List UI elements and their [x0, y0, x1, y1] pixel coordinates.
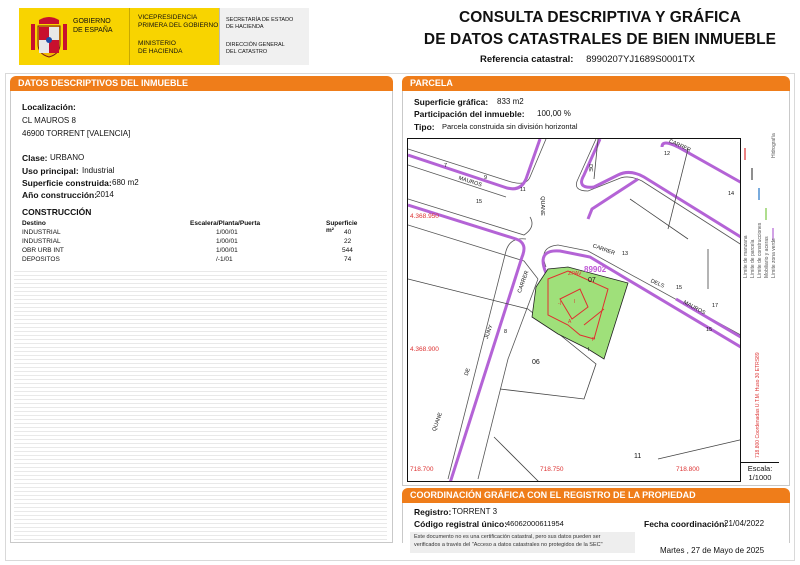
parcel-number: 11 [520, 187, 526, 193]
secretaria-line: DE HACIENDA [226, 24, 264, 30]
parcel-number: 8 [504, 329, 508, 335]
legend-item: Límite de parcela [750, 239, 756, 278]
direccion-line: DEL CATASTRO [226, 49, 268, 55]
parcel-ref-label: 89902 [584, 265, 607, 274]
legend-item: Límite de manzana [743, 235, 749, 278]
table-row [22, 256, 367, 264]
map-scale [740, 462, 779, 482]
cell-planta: 1/00/01 [216, 238, 238, 245]
secretaria-text [226, 17, 293, 31]
ref-label: Referencia catastral: [480, 54, 574, 65]
clase-label-text: Clase: [22, 153, 48, 163]
address-line-2: 46900 TORRENT [VALENCIA] [22, 129, 131, 138]
cell-superficie: 22 [344, 238, 352, 245]
table-header-destino: Destino [22, 220, 46, 227]
ministerio-line: MINISTERIO [138, 40, 176, 47]
cell-destino: OBR URB INT [22, 247, 64, 254]
parcel-number: 17 [712, 303, 719, 309]
table-row [22, 229, 367, 237]
gobierno-line: GOBIERNO [73, 18, 111, 25]
table-header-planta: Escalera/Planta/Puerta [190, 220, 261, 227]
building-mark: I [574, 299, 576, 305]
ministry-panel [129, 8, 219, 65]
participacion-label: Participación del inmueble: [414, 109, 525, 119]
construccion-title: CONSTRUCCIÓN [22, 207, 92, 217]
sup-grafica-value: 833 m2 [497, 97, 524, 106]
cadastral-map[interactable] [407, 133, 779, 482]
zpav-label: ZPAV [568, 271, 582, 277]
codigo-value: 46062000611954 [506, 519, 564, 528]
ministerio-text [138, 40, 182, 56]
localizacion-label: Localización: [22, 102, 76, 112]
tipo-label: Tipo: [414, 122, 435, 132]
registro-label: Registro: [414, 507, 452, 517]
cell-superficie: 544 [342, 247, 353, 254]
map-legend [740, 133, 779, 462]
participacion-value: 100,00 % [537, 109, 571, 118]
parcel-number: 13 [622, 251, 629, 257]
document-date: Martes , 27 de Mayo de 2025 [660, 546, 765, 555]
referencia-catastral [480, 54, 695, 65]
vice-line: VICEPRESIDENCIA [138, 14, 198, 21]
legend-item: Hidrografía [771, 133, 777, 158]
cell-destino: INDUSTRIAL [22, 238, 61, 245]
street-name: CARRER [667, 138, 692, 154]
street-name: DE [463, 367, 472, 377]
cell-planta: /-1/01 [216, 256, 233, 263]
fecha-value: 21/04/2022 [724, 519, 765, 528]
cell-destino: DEPOSITOS [22, 256, 60, 263]
coord-label: 718.700 [410, 466, 434, 473]
parcel-number-07: 07 [588, 277, 596, 284]
building-mark: P [592, 337, 596, 343]
table-header-superficie: Superficie m² [326, 220, 358, 234]
address-line-1: CL MAUROS 8 [22, 116, 76, 125]
clase-value: URBANO [50, 153, 85, 162]
parcel-number-11: 11 [634, 453, 642, 460]
coord-label: 718.800 [676, 466, 700, 473]
parcel-number: 14 [728, 191, 735, 197]
parcel-number-06: 06 [532, 359, 540, 366]
secretaria-line: SECRETARÍA DE ESTADO [226, 17, 294, 23]
street-name: MAUROS [682, 299, 707, 317]
map-canvas [408, 133, 779, 482]
gobierno-line: DE ESPAÑA [73, 26, 113, 34]
coord-label: 4.368.950 [410, 213, 439, 220]
cell-destino: INDUSTRIAL [22, 229, 61, 236]
street-name: DELS [649, 278, 665, 290]
uso-value: Industrial [82, 166, 115, 175]
ministerio-line: DE HACIENDA [138, 48, 183, 55]
section-bar-datos-descriptivos: DATOS DESCRIPTIVOS DEL INMUEBLE [10, 76, 393, 91]
parcel-number: 12 [664, 151, 671, 157]
cell-superficie: 40 [344, 229, 352, 236]
building-mark: A [568, 319, 572, 325]
street-name: JUNY [483, 324, 495, 340]
direccion-line: DIRECCIÓN GENERAL [226, 42, 285, 48]
tipo-value: Parcela construida sin división horizontal [442, 122, 578, 131]
table-row [22, 247, 367, 255]
superficie-label: Superficie construida: [22, 178, 112, 188]
direccion-text [226, 42, 285, 56]
street-name: QUANE [431, 411, 444, 433]
legend-item: Límite de construcciones [757, 222, 763, 278]
section-bar-coordinacion: COORDINACIÓN GRÁFICA CON EL REGISTRO DE LA PROPIEDAD [402, 488, 790, 503]
legend-item: Límite zona verde [771, 238, 777, 278]
parcel-number: 15 [676, 285, 683, 291]
coord-label: 718.750 [540, 466, 564, 473]
legend-item: Mobiliario y aceras [764, 236, 770, 278]
street-name: QUANE [538, 196, 545, 216]
section-bar-parcela: PARCELA [402, 76, 790, 91]
gobierno-text [73, 18, 113, 35]
cell-superficie: 74 [344, 256, 352, 263]
document-header [0, 0, 800, 74]
disclaimer-line: verificados a través del "Acceso a datos catastrales no protegidos de la SEC" [414, 541, 603, 548]
street-name: CARRER [516, 270, 531, 294]
clase-label [22, 153, 48, 163]
cell-planta: 1/00/01 [216, 247, 238, 254]
uso-label: Uso principal: [22, 166, 79, 176]
disclaimer-note [410, 532, 635, 553]
parcel-number: 15 [706, 327, 713, 333]
table-row [22, 238, 367, 246]
ruled-empty-area [14, 268, 387, 540]
vicepresidencia-text [138, 14, 218, 30]
coat-of-arms-icon [29, 14, 69, 60]
coord-label: 4.368.900 [410, 346, 439, 353]
superficie-value: 680 m2 [112, 178, 139, 187]
government-logo-block [19, 8, 309, 65]
parcel-number: 9 [484, 175, 488, 181]
street-name: DE [586, 164, 593, 172]
parcel-number: 7 [444, 163, 448, 169]
codigo-label: Código registral único: [414, 519, 508, 529]
cell-planta: 1/00/01 [216, 229, 238, 236]
secretaria-panel [219, 8, 309, 65]
building-mark: -I [558, 301, 562, 307]
scale-label: Escala: [747, 464, 773, 473]
vice-line: PRIMERA DEL GOBIERNO [138, 22, 219, 29]
parcel-number: 15 [476, 199, 483, 205]
ref-value: 8990207YJ1689S0001TX [586, 54, 695, 65]
document-title-line-1: CONSULTA DESCRIPTIVA Y GRÁFICA [458, 9, 741, 26]
fecha-label: Fecha coordinación: [644, 519, 728, 529]
anio-value: 2014 [96, 190, 114, 199]
registro-value: TORRENT 3 [452, 507, 498, 516]
coord-system-label: 718.800 Coordenadas U.T.M. Huso 30 ETRS89 [755, 352, 761, 458]
building-mark: I [588, 347, 590, 353]
scale-value: 1/1000 [748, 473, 772, 482]
gobierno-panel [19, 8, 129, 65]
disclaimer-line: Este documento no es una certificación catastral, pero sus datos pueden ser [414, 534, 601, 540]
anio-label: Año construcción: [22, 190, 98, 200]
sup-grafica-label: Superficie gráfica: [414, 97, 489, 107]
street-name: MAUROS [457, 175, 483, 189]
document-title-line-2: DE DATOS CATASTRALES DE BIEN INMUEBLE [423, 31, 777, 48]
street-name: CARRER [591, 243, 616, 257]
